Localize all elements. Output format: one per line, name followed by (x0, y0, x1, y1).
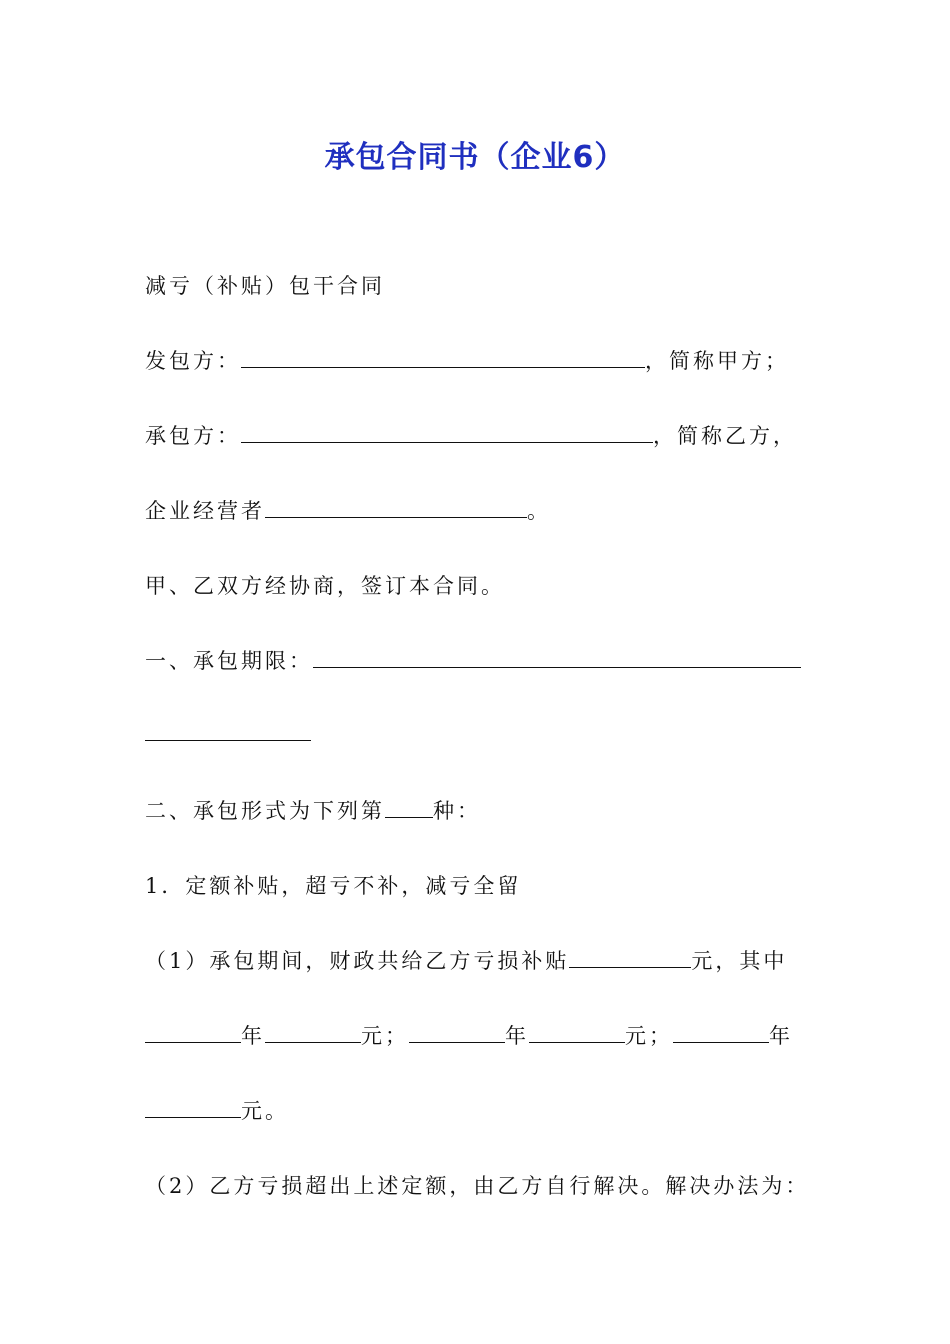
form-label: 二、承包形式为下列第 (145, 799, 385, 823)
year-blank-2 (409, 1022, 505, 1043)
contract-subtitle (145, 270, 385, 300)
agreement-text: 甲、乙双方经协商，签订本合同。 (145, 574, 505, 598)
yuan-label-2: 元； (625, 1024, 673, 1048)
form-suffix: 种： (433, 799, 481, 823)
operator-suffix: 。 (527, 499, 551, 523)
party-b-label: 承包方： (145, 424, 241, 448)
term-blank (313, 647, 801, 668)
term-continuation-line (145, 720, 311, 746)
party-b-line (145, 420, 797, 450)
amount-blank-1 (265, 1022, 361, 1043)
operator-blank (265, 497, 527, 518)
yuan-label-1: 元； (361, 1024, 409, 1048)
term-continuation-blank (145, 720, 311, 741)
document-title: 承包合同书（企业6） (324, 140, 626, 175)
item-1-line (145, 870, 521, 900)
year-label-3: 年 (769, 1024, 793, 1048)
item-1-text: 1．定额补贴，超亏不补，减亏全留 (145, 874, 522, 898)
party-a-label: 发包方： (145, 349, 241, 373)
year-label-1: 年 (241, 1024, 265, 1048)
yearly-line (145, 1020, 793, 1050)
yuan-end-label: 元。 (241, 1099, 289, 1123)
form-blank (385, 797, 433, 818)
subsidy-line (145, 945, 787, 975)
subtitle-text: 减亏（补贴）包干合同 (145, 274, 385, 298)
operator-line (145, 495, 551, 525)
subsidy-blank (569, 947, 691, 968)
yearly-continuation-line (145, 1095, 289, 1125)
party-a-blank (241, 347, 645, 368)
operator-label: 企业经营者 (145, 499, 265, 523)
party-a-line (145, 345, 789, 375)
item-2-text: （2）乙方亏损超出上述定额，由乙方自行解决。解决办法为： (145, 1174, 810, 1198)
year-blank-3 (673, 1022, 769, 1043)
subsidy-label: （1）承包期间，财政共给乙方亏损补贴 (145, 949, 570, 973)
amount-blank-3 (145, 1097, 241, 1118)
year-blank-1 (145, 1022, 241, 1043)
amount-blank-2 (529, 1022, 625, 1043)
party-b-blank (241, 422, 653, 443)
form-line (145, 795, 481, 825)
agreement-line (145, 570, 505, 600)
party-a-suffix: ，简称甲方； (645, 349, 789, 373)
term-label: 一、承包期限： (145, 649, 313, 673)
year-label-2: 年 (505, 1024, 529, 1048)
item-2-line (145, 1170, 809, 1200)
party-b-suffix: ，简称乙方， (653, 424, 797, 448)
subsidy-suffix: 元，其中 (691, 949, 788, 973)
term-line (145, 645, 801, 675)
